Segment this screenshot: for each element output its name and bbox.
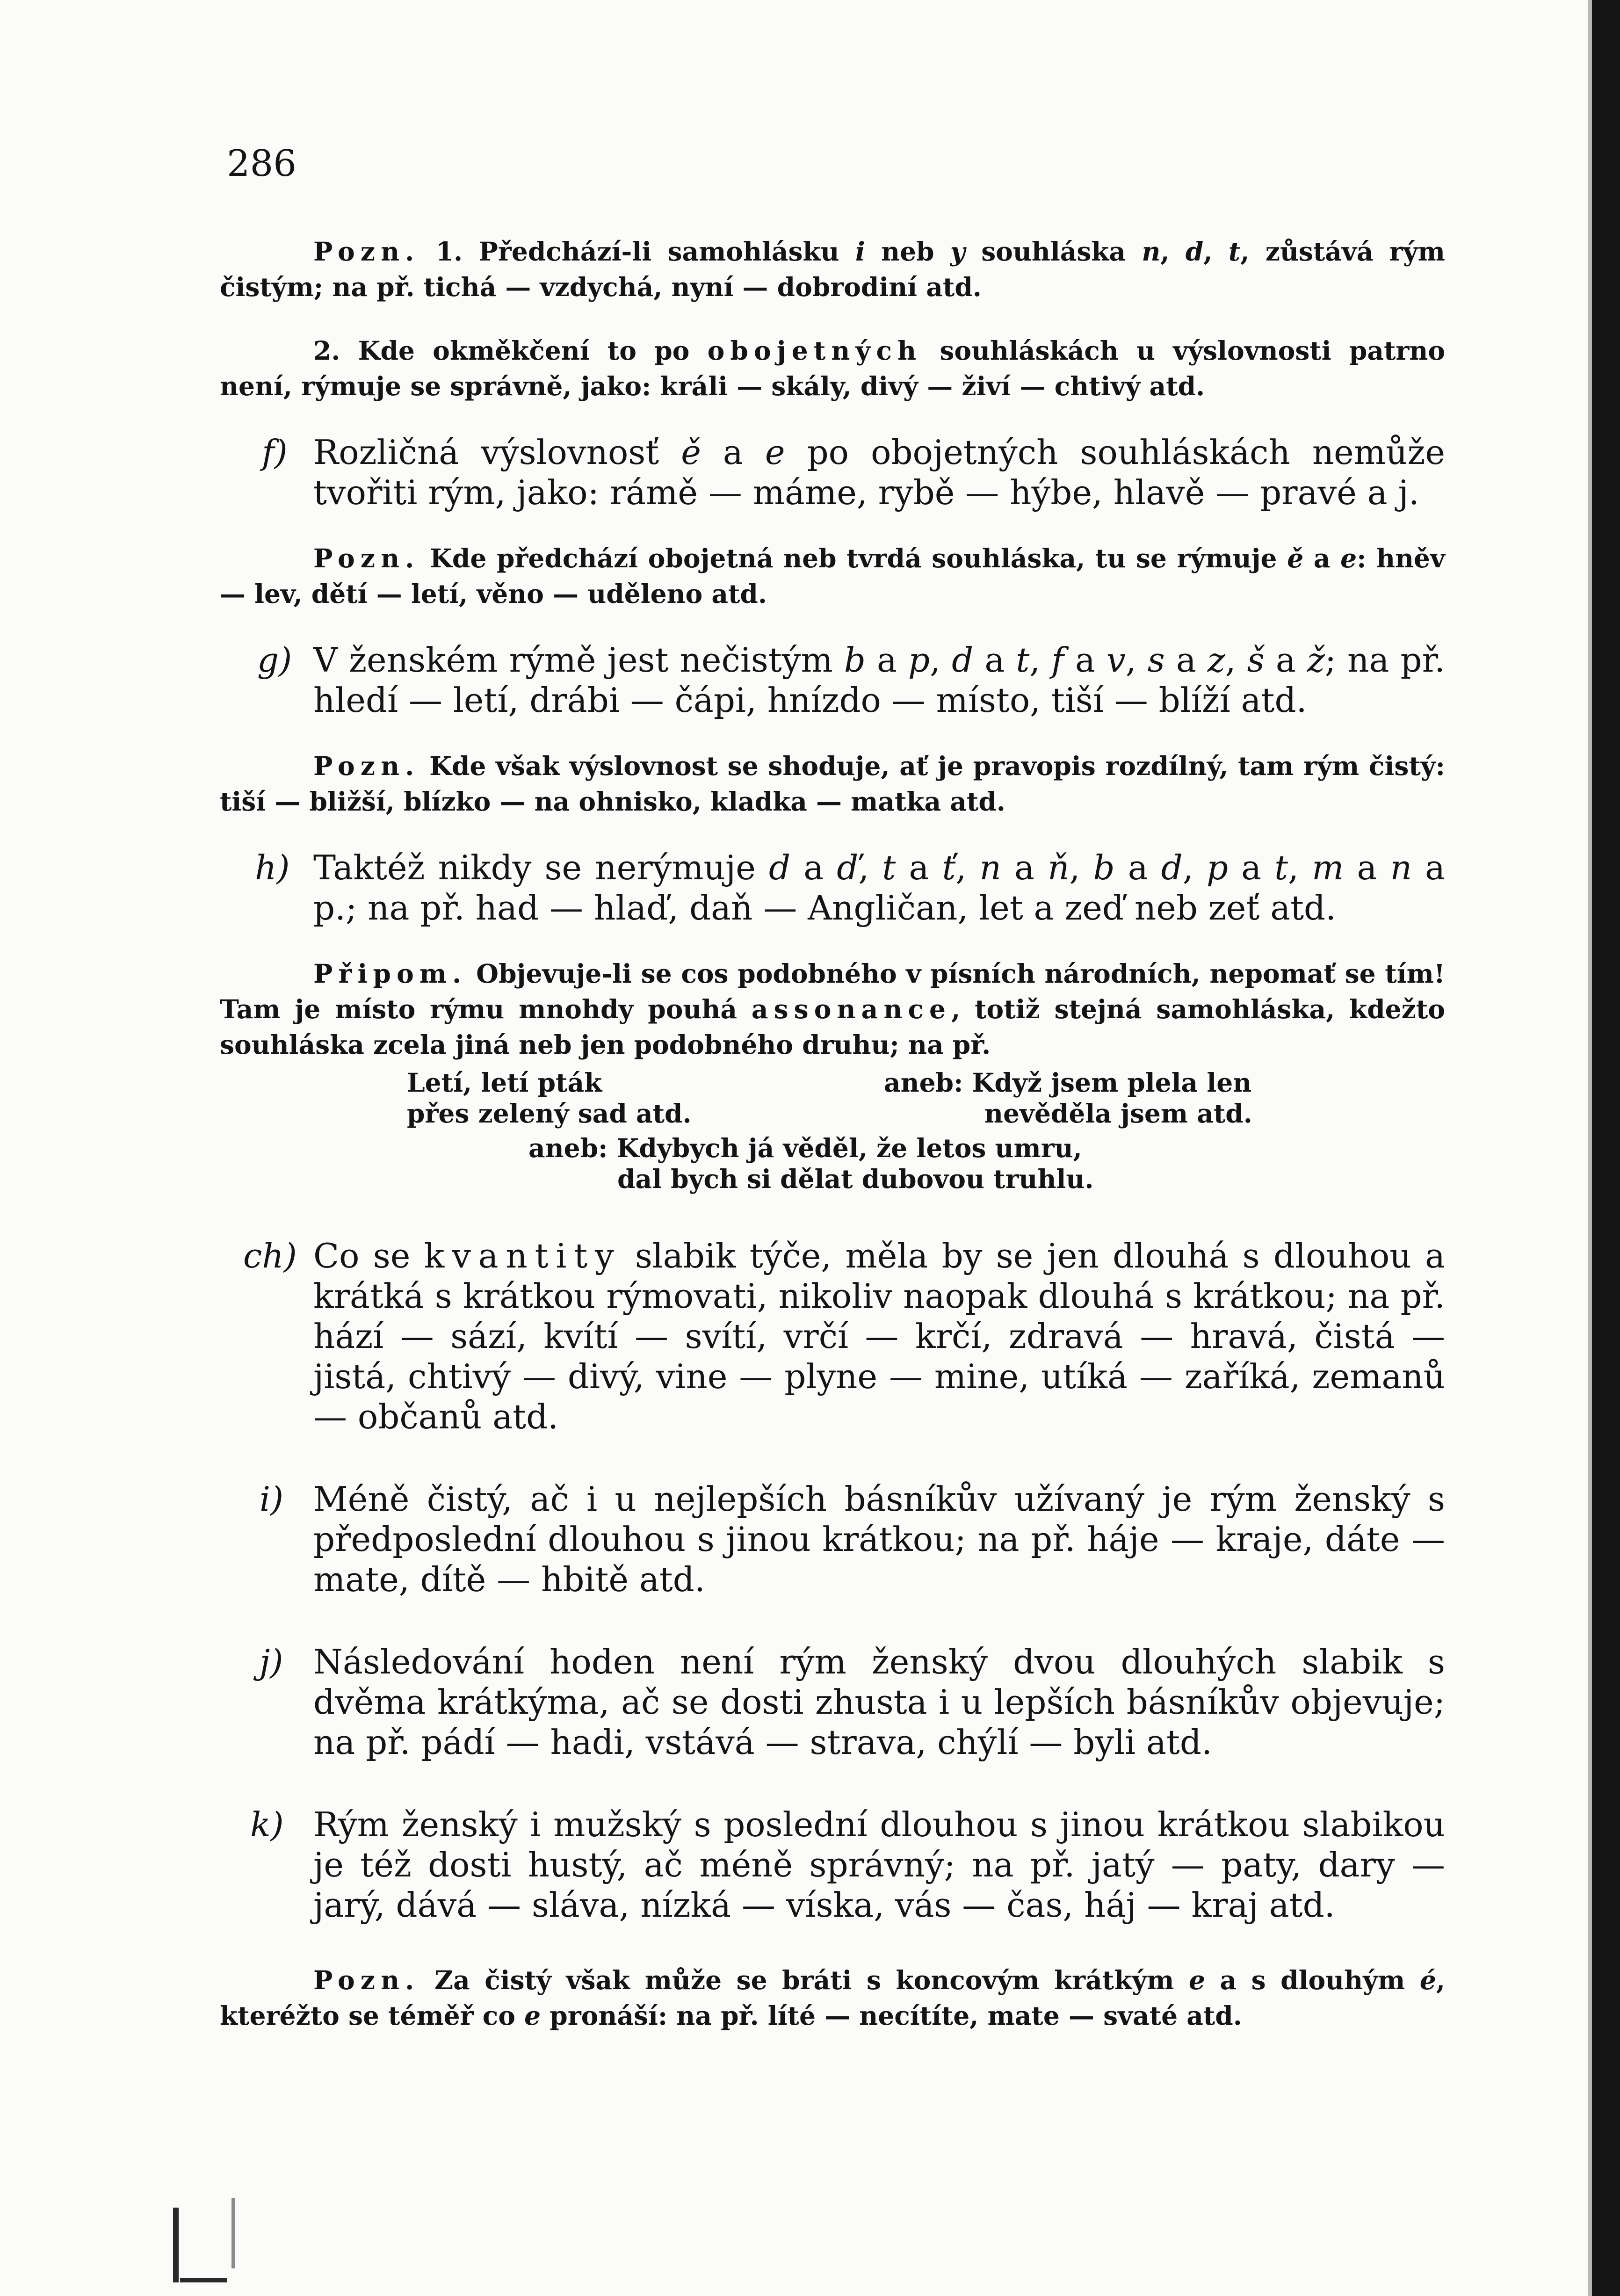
page-edge bbox=[1592, 0, 1620, 2296]
item-label: h) bbox=[255, 848, 290, 887]
item-label: f) bbox=[262, 433, 288, 472]
poem-examples bbox=[220, 1067, 1445, 1208]
item-label: k) bbox=[250, 1805, 284, 1844]
scan-artifact bbox=[180, 2278, 227, 2282]
page-number: 286 bbox=[227, 143, 297, 185]
item-k: k) Rým ženský i mužský s poslední dlouhou s jinou krátkou slabikou je též dosti hustý, ač méně správný; na př. jatý — paty, dary — jarý, dává — sláva, nízká — víska, vás — čas, háj — kraj atd. bbox=[250, 1805, 1445, 1925]
note-g: Pozn. Kde však výslovnost se shoduje, ať je pravopis rozdílný, tam rým čistý: tiší — bližší, blízko — na ohnisko, kladka — matka atd. bbox=[220, 751, 1445, 817]
scan-artifact bbox=[173, 2208, 179, 2282]
item-h: h) Taktéž nikdy se nerýmuje d a ď, t a ť, n a ň, b a d, p a t, m a n a p.; na př. had — hlaď, daň — Angličan, let a zeď neb zeť atd. bbox=[255, 848, 1446, 927]
item-label: j) bbox=[260, 1642, 283, 1681]
item-ch: ch) Co se kvantity slabik týče, měla by se jen dlouhá s dlouhou a krátká s krátkou rýmovati, nikoliv naopak dlouhá s krátkou; na př. hází — sází, kvítí — svítí, vrčí — krčí, zdravá — hravá, čistá — jistá, chtivý — divý, vine — plyne — mine, utíká — zaříká, zemanů — občanů atd. bbox=[243, 1236, 1445, 1436]
item-i: i) Méně čistý, ač i u nejlepších básníkův užívaný je rým ženský s předposlední dlouhou s jinou krátkou; na př. háje — kraje, dáte — mate, dítě — hbitě atd. bbox=[260, 1479, 1445, 1599]
poem-column-2: aneb: Když jsem plela len nevěděla jsem atd. bbox=[884, 1067, 1252, 1129]
item-label: ch) bbox=[243, 1236, 297, 1275]
note-2: 2. Kde okměkčení to po obojetných souhláskách u výslovnosti patrno není, rýmuje se správně, jako: králi — skály, divý — živí — chtivý atd. bbox=[220, 335, 1446, 401]
item-f: f) Rozličná výslovnosť ě a e po obojetných souhláskách nemůže tvořiti rým, jako: rámě — máme, rybě — hýbe, hlavě — pravé a j. bbox=[262, 433, 1445, 512]
poem-column-3: aneb: Kdybych já věděl, že letos umru, dal bych si dělat dubovou truhlu. bbox=[528, 1133, 1094, 1194]
item-label: g) bbox=[257, 640, 292, 680]
poem-column-1: Letí, letí pták přes zelený sad atd. bbox=[407, 1067, 692, 1129]
item-g: g) V ženském rýmě jest nečistým b a p, d a t, f a v, s a z, š a ž; na př. hledí — letí, drábi — čápi, hnízdo — místo, tiší — blíží atd. bbox=[257, 640, 1446, 720]
note-label: Pozn. bbox=[313, 236, 420, 267]
item-j: j) Následování hoden není rým ženský dvou dlouhých slabik s dvěma krátkýma, ač se dosti zhusta i u lepších básníkův objevuje; na př. pádí — hadi, vstává — strava, chýlí — byli atd. bbox=[260, 1642, 1445, 1762]
scan-artifact bbox=[231, 2198, 235, 2268]
page-edge-shadow bbox=[1588, 0, 1592, 2296]
page-content bbox=[220, 234, 1445, 2034]
item-label: i) bbox=[260, 1479, 284, 1519]
note-f: Pozn. Kde předchází obojetná neb tvrdá souhláska, tu se rýmuje ě a e: hněv — lev, dětí — letí, věno — uděleno atd. bbox=[220, 543, 1445, 609]
note-h: Připom. Objevuje-li se cos podobného v písních národních, nepomať se tím! Tam je místo rýmu mnohdy pouhá assonance, totiž stejná samohláska, kdežto souhláska zcela jiná neb jen podobného druhu; na př. bbox=[220, 958, 1445, 1060]
note-1: Pozn. 1. Předchází-li samohlásku i neb y souhláska n, d, t, zůstává rým čistým; na př. tichá — vzdychá, nyní — dobrodiní atd. bbox=[220, 236, 1445, 302]
note-k: Pozn. Za čistý však může se bráti s koncovým krátkým e a s dlouhým é, kteréžto se téměř co e pronáší: na př. líté — necítíte, mate — svaté atd. bbox=[220, 1965, 1445, 2031]
